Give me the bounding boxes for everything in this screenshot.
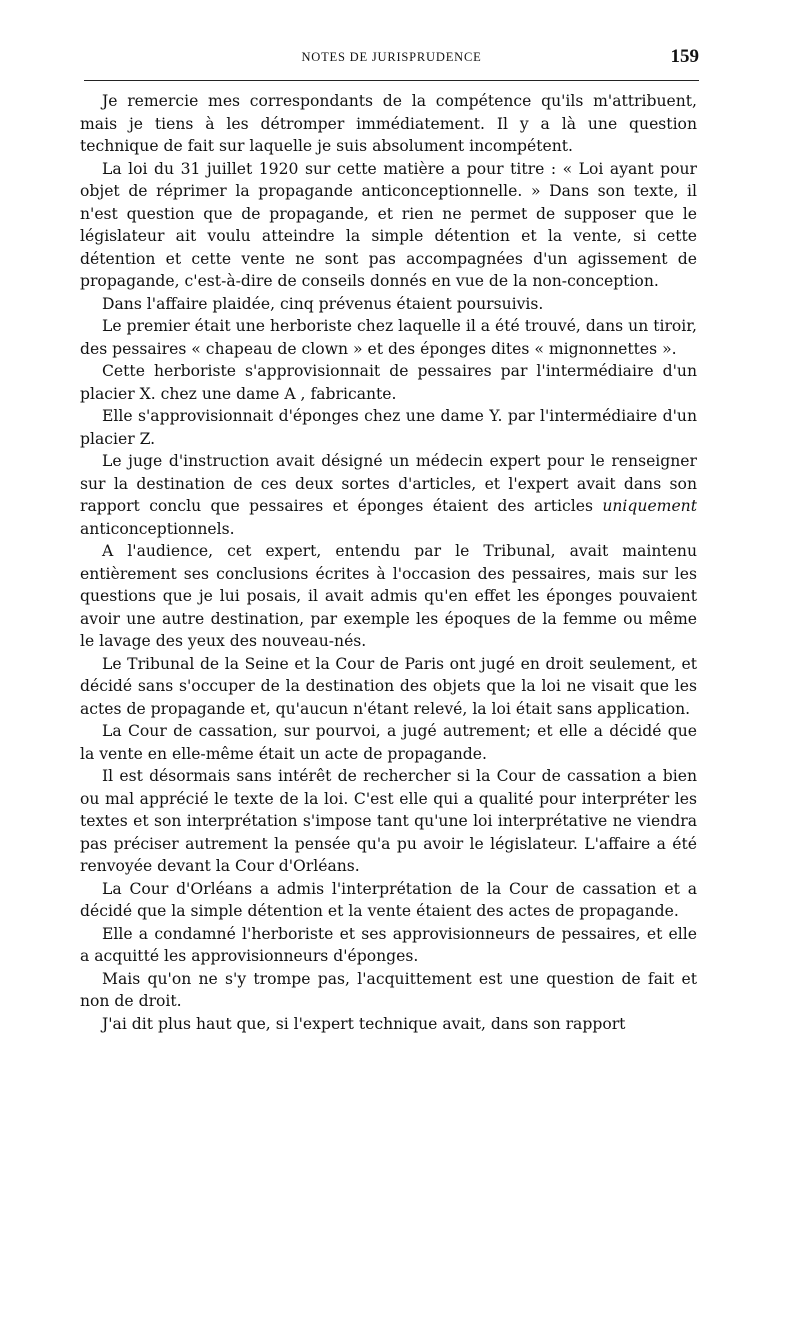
- page-number: 159: [670, 46, 699, 67]
- paragraph: Le Tribunal de la Seine et la Cour de Paris ont jugé en droit seulement, et décidé sans s'occuper de la destination des objets que la loi ne visait que les actes de propagande et, qu'aucun n'étant relevé, la loi était sans application.: [80, 654, 697, 718]
- paragraph-text: Le juge d'instruction avait désigné un médecin expert pour le renseigner sur la destination de ces deux sortes d'articles, et l'expert avait dans son rapport conclu que pessaires et éponges étaient des articles: [80, 452, 697, 515]
- paragraph: La Cour de cassation, sur pourvoi, a jugé autrement; et elle a décidé que la vente en elle-même était un acte de propagande.: [80, 722, 697, 763]
- running-title: NOTES DE JURISPRUDENCE: [301, 50, 482, 64]
- paragraph: La Cour d'Orléans a admis l'interprétation de la Cour de cassation et a décidé que la simple détention et la vente étaient des actes de propagande.: [80, 879, 697, 920]
- paragraph: Je remercie mes correspondants de la compétence qu'ils m'attribuent, mais je tiens à les détromper immédiatement. Il y a là une question technique de fait sur laquelle je suis absolument incompétent.: [80, 92, 697, 155]
- paragraph: Cette herboriste s'approvisionnait de pessaires par l'intermédiaire d'un placier X. chez une dame A , fabricante.: [80, 362, 697, 403]
- paragraph: La loi du 31 juillet 1920 sur cette matière a pour titre : « Loi ayant pour objet de réprimer la propagande anticonceptionnelle. » Dans son texte, il n'est question que de propagande, et rien ne permet de supposer que le législateur ait voulu atteindre la simple détention et la vente, si cette détention et cette vente ne sont pas accompagnées d'un agissement de propagande, c'est-à-dire de conseils donnés en vue de la non-conception.: [80, 159, 697, 290]
- paragraph-expert-report: [80, 450, 697, 540]
- paragraph: J'ai dit plus haut que, si l'expert technique avait, dans son rapport: [102, 1014, 626, 1033]
- paragraph: A l'audience, cet expert, entendu par le Tribunal, avait maintenu entièrement ses conclusions écrites à l'occasion des pessaires, mais sur les questions que je lui posais, il avait admis qu'en effet les éponges pouvaient avoir une autre destination, par exemple les époques de la femme ou même le lavage des yeux des nouveau-nés.: [80, 542, 697, 650]
- paragraph-text: anticonceptionnels.: [80, 519, 235, 538]
- paragraph: Il est désormais sans intérêt de rechercher si la Cour de cassation a bien ou mal apprécié le texte de la loi. C'est elle qui a qualité pour interpréter les textes et son interprétation s'impose tant qu'une loi interprétative ne viendra pas préciser autrement la pensée qu'a pu avoir le législateur. L'affaire a été renvoyée devant la Cour d'Orléans.: [80, 767, 697, 875]
- emphasis-text: uniquement: [602, 497, 697, 515]
- paragraph: Mais qu'on ne s'y trompe pas, l'acquittement est une question de fait et non de droit.: [80, 969, 697, 1010]
- paragraph: Elle a condamné l'herboriste et ses approvisionneurs de pessaires, et elle a acquitté les approvisionneurs d'éponges.: [80, 924, 697, 965]
- paragraph: Elle s'approvisionnait d'éponges chez une dame Y. par l'intermédiaire d'un placier Z.: [80, 407, 697, 448]
- body-text: [80, 90, 697, 1035]
- running-header: [84, 46, 699, 72]
- paragraph: Dans l'affaire plaidée, cinq prévenus étaient poursuivis.: [102, 294, 544, 313]
- paragraph: Le premier était une herboriste chez laquelle il a été trouvé, dans un tiroir, des pessaires « chapeau de clown » et des éponges dites « mignonnettes ».: [80, 317, 697, 358]
- header-rule: [84, 80, 699, 81]
